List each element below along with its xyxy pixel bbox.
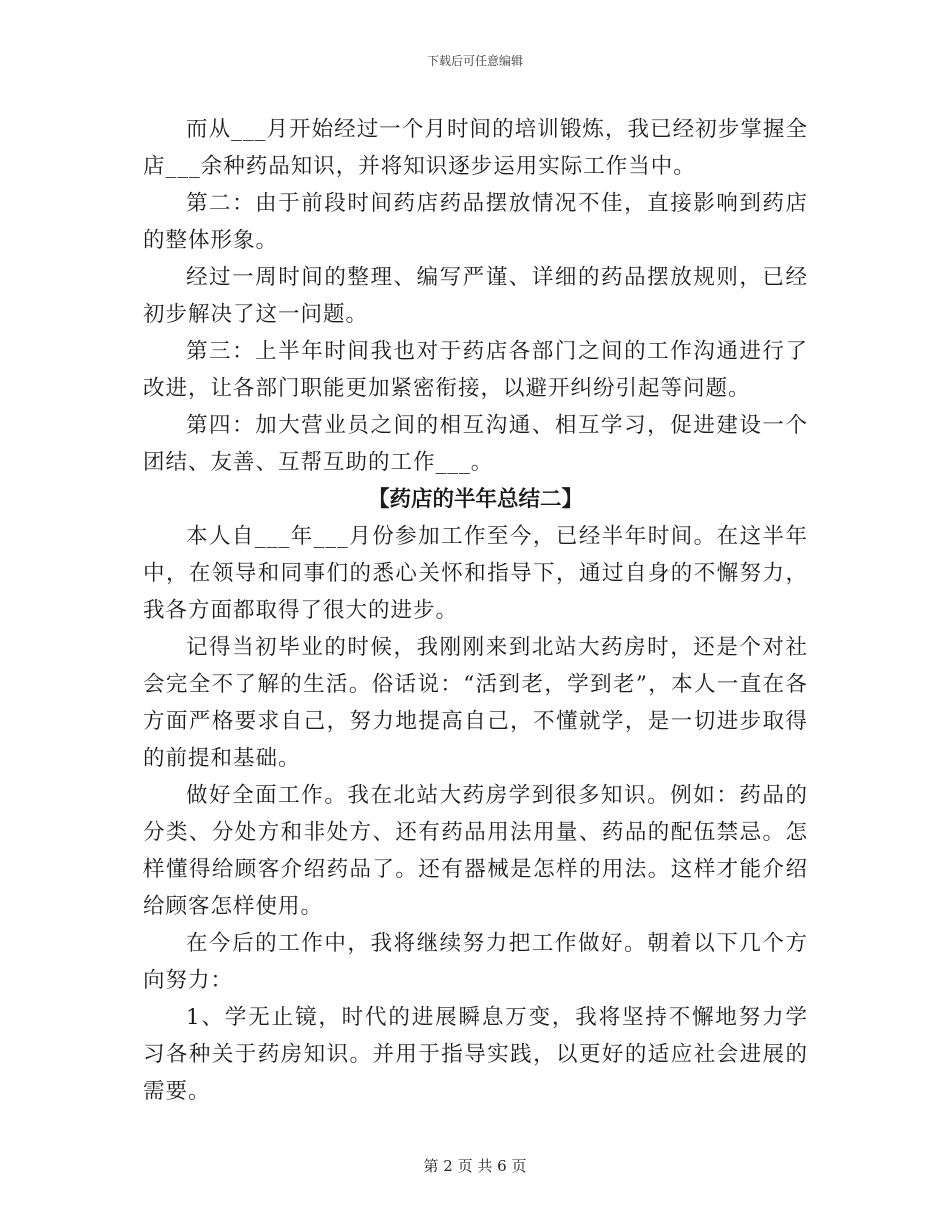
paragraph: 1、学无止镜，时代的进展瞬息万变，我将坚持不懈地努力学习各种关于药房知识。并用于指导实践，以更好的适应社会进展的需要。 (143, 1005, 808, 1104)
page-number: 第 2 页 共 6 页 (423, 1157, 527, 1175)
paragraph: 第二：由于前段时间药店药品摆放情况不佳，直接影响到药店的整体形象。 (143, 191, 808, 253)
section-title: 【药店的半年总结二】 (367, 487, 583, 512)
paragraph: 而从___月开始经过一个月时间的培训锻炼，我已经初步掌握全店___余种药品知识，并将知识逐步运用实际工作当中。 (143, 117, 808, 179)
paragraph: 第四：加大营业员之间的相互沟通、相互学习，促进建设一个团结、友善、互帮互助的工作___。 (143, 413, 808, 475)
paragraph: 本人自___年___月份参加工作至今，已经半年时间。在这半年中，在领导和同事们的悉心关怀和指导下，通过自身的不懈努力，我各方面都取得了很大的进步。 (143, 524, 808, 623)
paragraph: 在今后的工作中，我将继续努力把工作做好。朝着以下几个方向努力： (143, 931, 808, 993)
page-header: 下载后可任意编辑 (426, 54, 523, 68)
paragraph: 第三：上半年时间我也对于药店各部门之间的工作沟通进行了改进，让各部门职能更加紧密衔接，以避开纠纷引起等问题。 (143, 339, 808, 401)
paragraph: 经过一周时间的整理、编写严谨、详细的药品摆放规则，已经初步解决了这一问题。 (143, 265, 808, 327)
document-body (143, 111, 808, 1110)
paragraph: 做好全面工作。我在北站大药房学到很多知识。例如：药品的分类、分处方和非处方、还有药品用法用量、药品的配伍禁忌。怎样懂得给顾客介绍药品了。还有器械是怎样的用法。这样才能介绍给顾客怎样使用。 (143, 783, 808, 919)
paragraph: 记得当初毕业的时候，我刚刚来到北站大药房时，还是个对社会完全不了解的生活。俗话说：“活到老，学到老”，本人一直在各方面严格要求自己，努力地提高自己，不懂就学，是一切进步取得的前提和基础。 (143, 635, 808, 771)
